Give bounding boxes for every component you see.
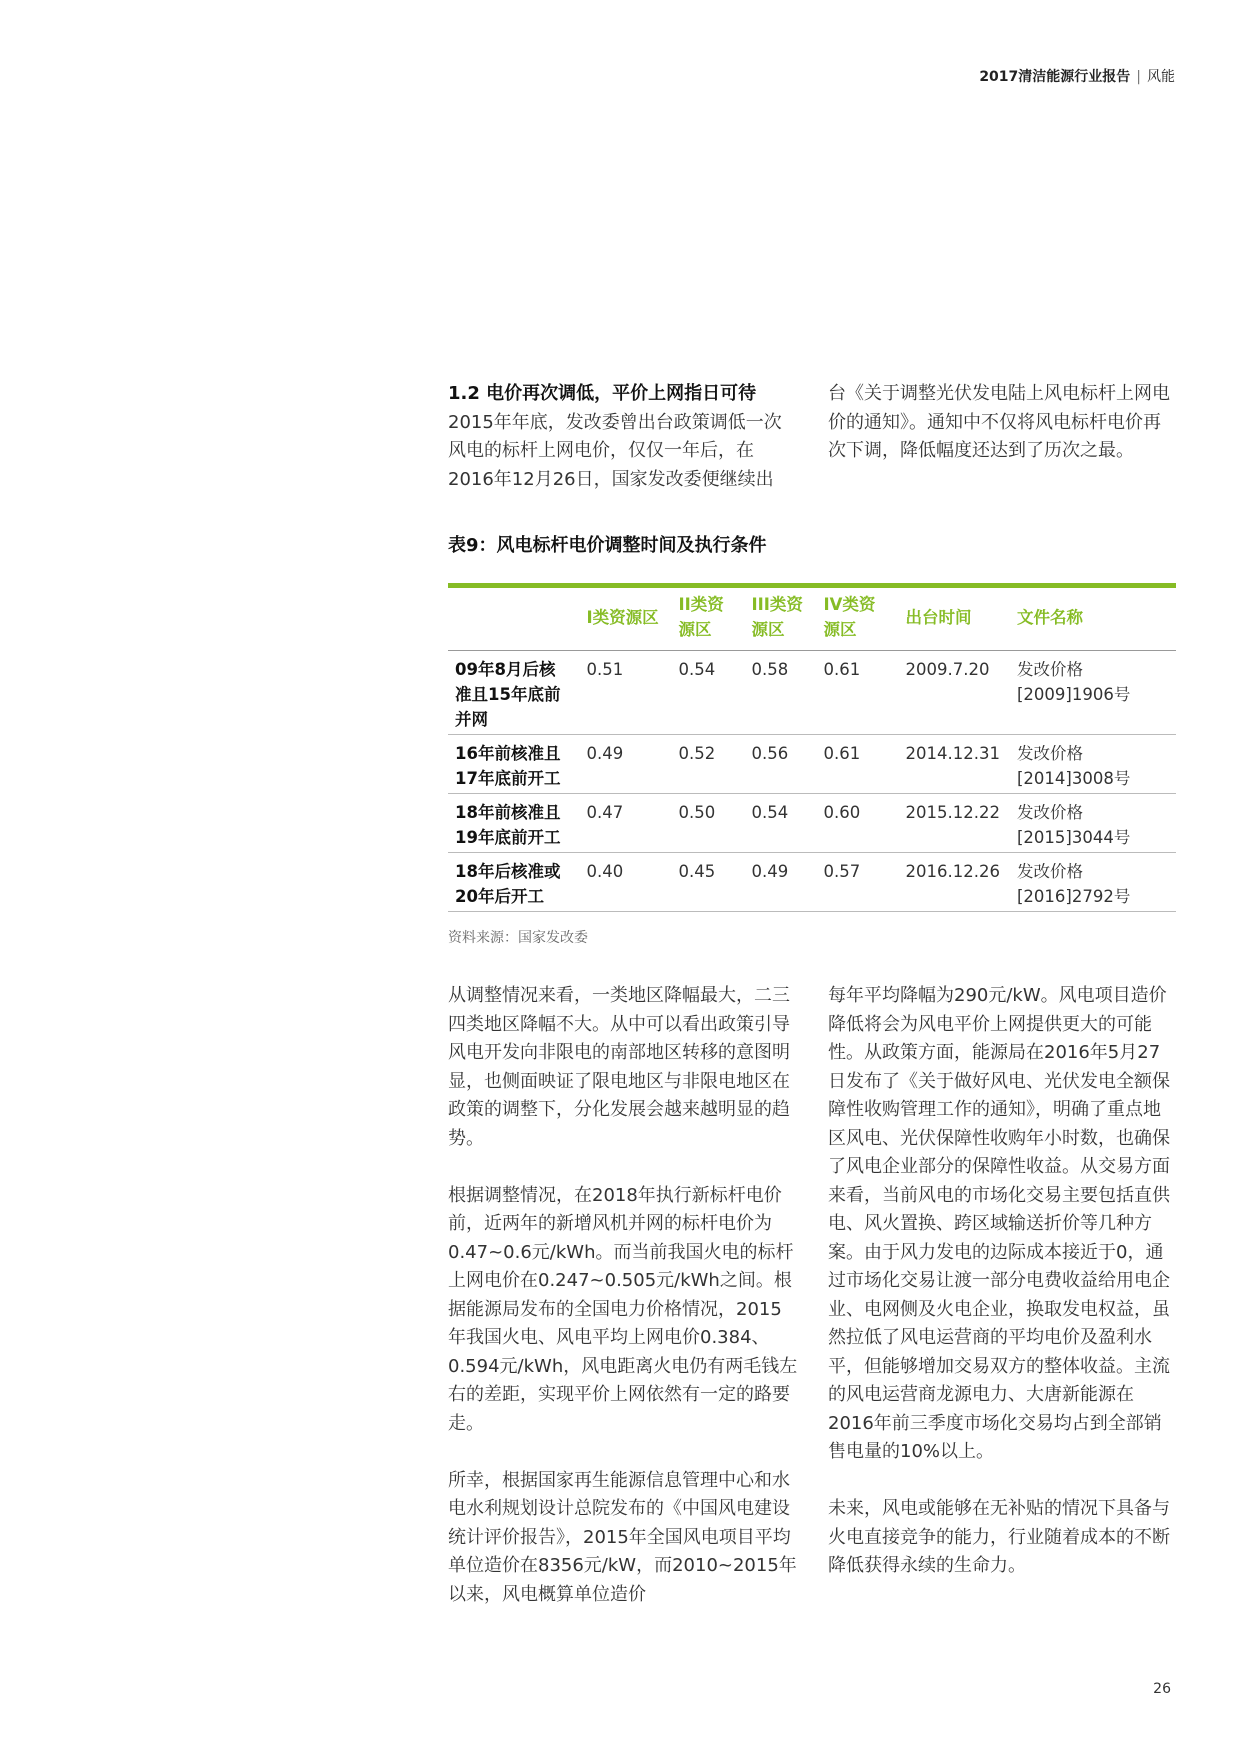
table-row-label: 18年后核准或20年后开工 [448,853,578,912]
table-cell: 0.49 [578,735,670,794]
header-separator: | [1136,69,1141,85]
report-title: 2017清洁能源行业报告 [979,69,1131,85]
table-cell: 0.40 [578,853,670,912]
intro-left-column [448,380,796,494]
intro-paragraph-left: 2015年年底，发改委曾出台政策调低一次风电的标杆上网电价，仅仅一年后，在2016年12月26日，国家发改委便继续出 [448,411,782,490]
table-header-cell: IV类资源区 [815,588,897,651]
tariff-table [448,583,1176,912]
page-number: 26 [1153,1681,1171,1697]
section-heading: 1.2 电价再次调低，平价上网指日可待 [448,383,757,404]
table-cell: 0.52 [670,735,743,794]
body-paragraph: 每年平均降幅为290元/kW。风电项目造价降低将会为风电平价上网提供更大的可能性。从政策方面，能源局在2016年5月27日发布了《关于做好风电、光伏发电全额保障性收购管理工作的通知》，明确了重点地区风电、光伏保障性收购年小时数，也确保了风电企业部分的保障性收益。从交易方面来看，当前风电的市场化交易主要包括直供电、风火置换、跨区域输送折价等几种方案。由于风力发电的边际成本接近于0，通过市场化交易让渡一部分电费收益给用电企业、电网侧及火电企业，换取发电权益，虽然拉低了风电运营商的平均电价及盈利水平，但能够增加交易双方的整体收益。主流的风电运营商龙源电力、大唐新能源在2016年前三季度市场化交易均占到全部销售电量的10%以上。 [828,985,1170,1462]
table-cell: 0.60 [815,794,897,853]
table-source-note: 资料来源：国家发改委 [448,930,588,946]
table-cell: 0.49 [743,853,815,912]
table-cell: 发改价格[2016]2792号 [1008,853,1176,912]
table-cell: 2015.12.22 [897,794,1008,853]
table-header-cell: III类资源区 [743,588,815,651]
intro-right-column [828,380,1176,466]
body-right-column [828,982,1178,1581]
table-cell: 0.58 [743,651,815,735]
table-cell: 2016.12.26 [897,853,1008,912]
table-cell: 0.54 [670,651,743,735]
table-cell: 发改价格[2014]3008号 [1008,735,1176,794]
table-cell: 0.50 [670,794,743,853]
table-row-label: 18年前核准且19年底前开工 [448,794,578,853]
table-title: 表9：风电标杆电价调整时间及执行条件 [448,535,767,556]
table-cell: 0.54 [743,794,815,853]
page-header [979,66,1175,86]
table-cell: 2014.12.31 [897,735,1008,794]
table-cell: 0.51 [578,651,670,735]
table-cell: 2009.7.20 [897,651,1008,735]
table-header-cell: II类资源区 [670,588,743,651]
table-row-label: 09年8月后核准且15年底前并网 [448,651,578,735]
table-header-cell: I类资源区 [578,588,670,651]
table-cell: 0.56 [743,735,815,794]
table-header-cell: 文件名称 [1008,588,1176,651]
table-cell: 0.61 [815,651,897,735]
table-cell: 0.47 [578,794,670,853]
header-topic: 风能 [1147,69,1175,85]
table-cell: 发改价格[2009]1906号 [1008,651,1176,735]
table-cell: 0.57 [815,853,897,912]
table-cell: 0.45 [670,853,743,912]
intro-paragraph-right: 台《关于调整光伏发电陆上风电标杆上网电价的通知》。通知中不仅将风电标杆电价再次下调，降低幅度还达到了历次之最。 [828,383,1170,461]
table-row [448,735,1176,794]
table-header-row [448,588,1176,651]
table-header-cell: 出台时间 [897,588,1008,651]
body-paragraph: 所幸，根据国家再生能源信息管理中心和水电水利规划设计总院发布的《中国风电建设统计评价报告》，2015年全国风电项目平均单位造价在8356元/kW，而2010~2015年以来，风电概算单位造价 [448,1469,797,1605]
body-paragraph: 未来，风电或能够在无补贴的情况下具备与火电直接竞争的能力，行业随着成本的不断降低获得永续的生命力。 [828,1498,1170,1576]
table-row [448,853,1176,912]
table-row [448,651,1176,735]
body-paragraph: 根据调整情况，在2018年执行新标杆电价前，近两年的新增风机并网的标杆电价为0.47~0.6元/kWh。而当前我国火电的标杆上网电价在0.247~0.505元/kWh之间。根据能源局发布的全国电力价格情况，2015年我国火电、风电平均上网电价0.384、0.594元/kWh，风电距离火电仍有两毛钱左右的差距，实现平价上网依然有一定的路要走。 [448,1184,798,1434]
table-cell: 0.61 [815,735,897,794]
table-header-cell [448,588,578,651]
body-paragraph: 从调整情况来看，一类地区降幅最大，二三四类地区降幅不大。从中可以看出政策引导风电开发向非限电的南部地区转移的意图明显，也侧面映证了限电地区与非限电地区在政策的调整下，分化发展会越来越明显的趋势。 [448,985,790,1149]
table-row-label: 16年前核准且17年底前开工 [448,735,578,794]
body-left-column [448,982,798,1609]
table-row [448,794,1176,853]
table-cell: 发改价格[2015]3044号 [1008,794,1176,853]
